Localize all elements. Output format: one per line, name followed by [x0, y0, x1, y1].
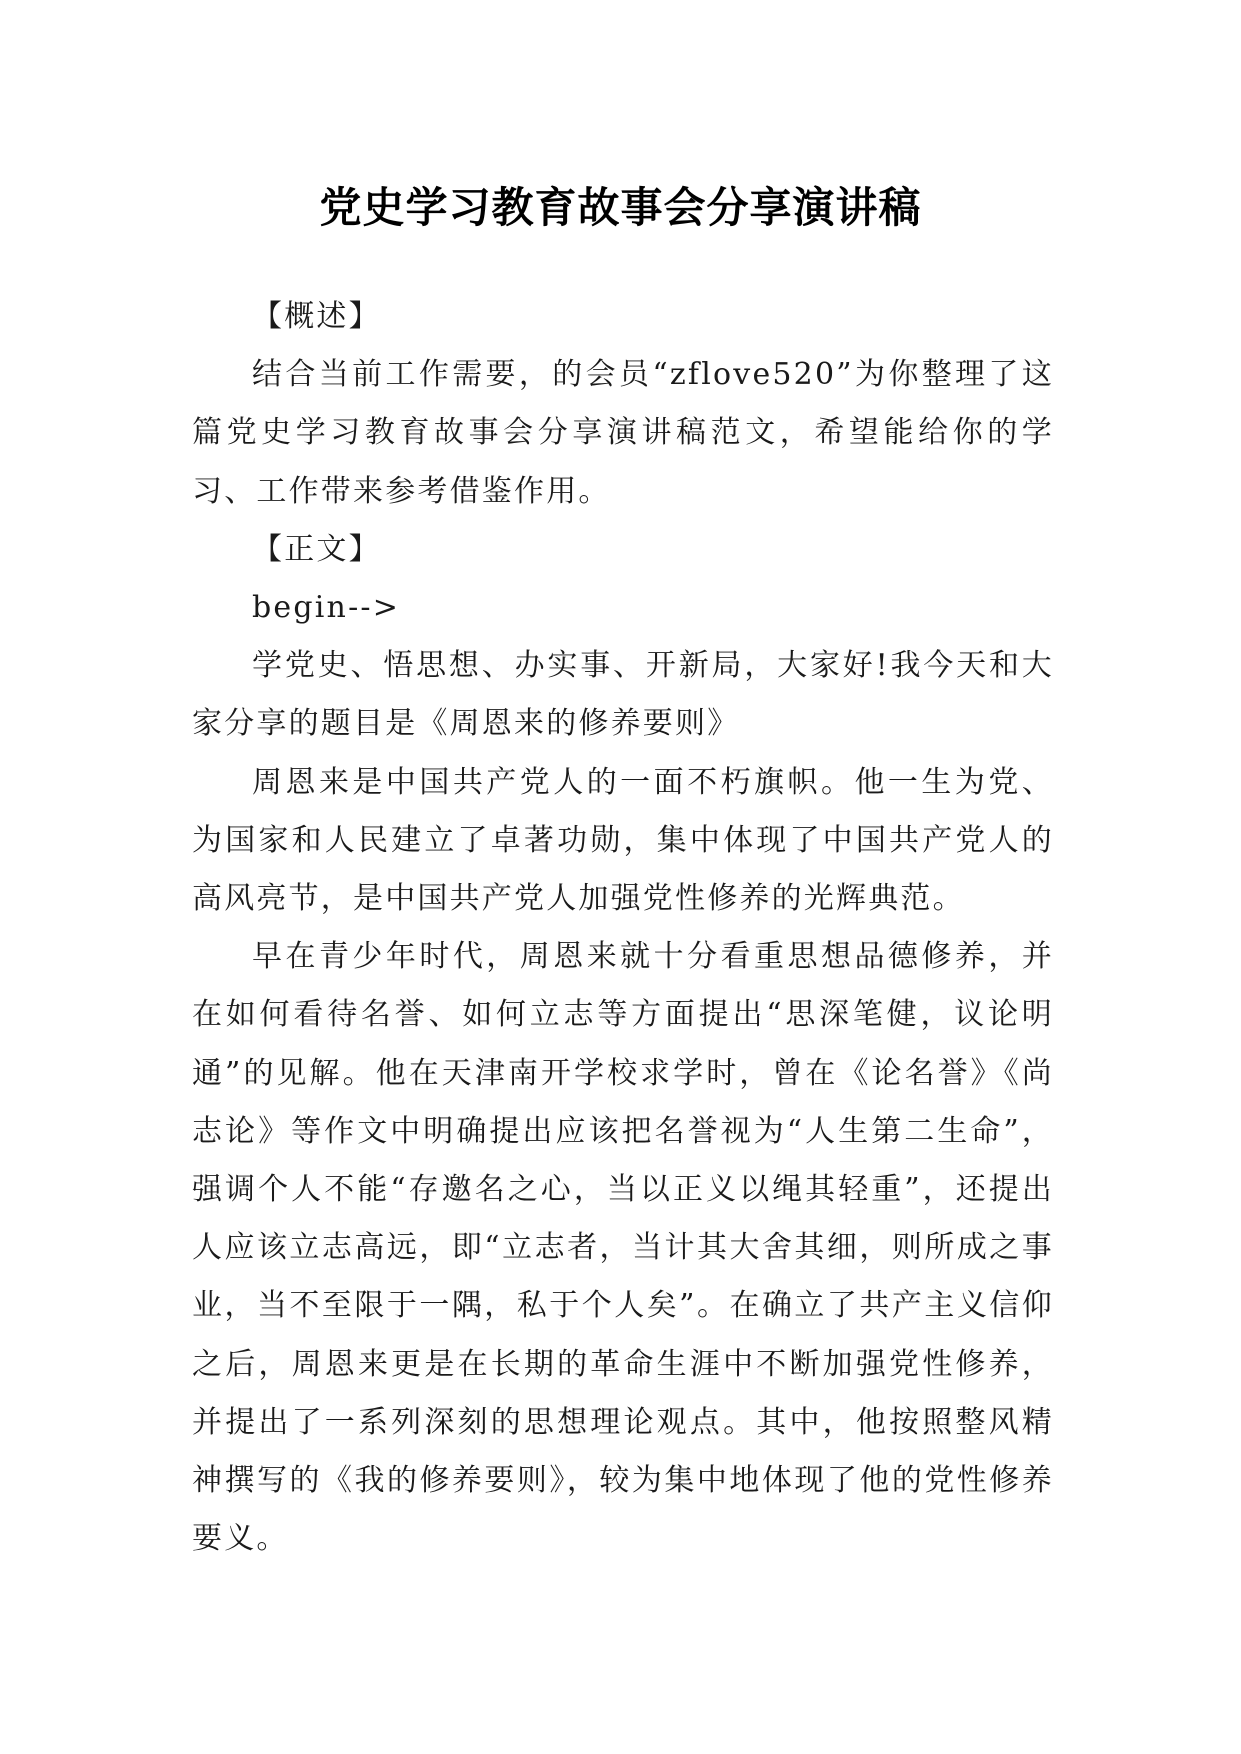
document-body	[192, 288, 1054, 1568]
overview-paragraph: 结合当前工作需要，的会员“zflove520”为你整理了这篇党史学习教育故事会分享演讲稿范文，希望能给你的学习、工作带来参考借鉴作用。	[192, 357, 1054, 509]
body-paragraph: 学党史、悟思想、办实事、开新局，大家好!我今天和大家分享的题目是《周恩来的修养要则》	[192, 648, 1054, 742]
body-paragraph: 早在青少年时代，周恩来就十分看重思想品德修养，并在如何看待名誉、如何立志等方面提出“思深笔健，议论明通”的见解。他在天津南开学校求学时，曾在《论名誉》《尚志论》等作文中明确提出应该把名誉视为“人生第二生命”，强调个人不能“存邀名之心，当以正义以绳其轻重”，还提出人应该立志高远，即“立志者，当计其大舍其细，则所成之事业，当不至限于一隅，私于个人矣”。在确立了共产主义信仰之后，周恩来更是在长期的革命生涯中不断加强党性修养，并提出了一系列深刻的思想理论观点。其中，他按照整风精神撰写的《我的修养要则》，较为集中地体现了他的党性修养要义。	[192, 939, 1054, 1557]
document-title: 党史学习教育故事会分享演讲稿	[319, 183, 922, 233]
body-paragraph: 周恩来是中国共产党人的一面不朽旗帜。他一生为党、为国家和人民建立了卓著功勋，集中体现了中国共产党人的高风亮节，是中国共产党人加强党性修养的光辉典范。	[192, 764, 1054, 917]
section-heading-overview: 【概述】	[252, 299, 381, 334]
begin-marker: begin-->	[252, 590, 401, 626]
section-heading-main-text: 【正文】	[252, 531, 381, 567]
